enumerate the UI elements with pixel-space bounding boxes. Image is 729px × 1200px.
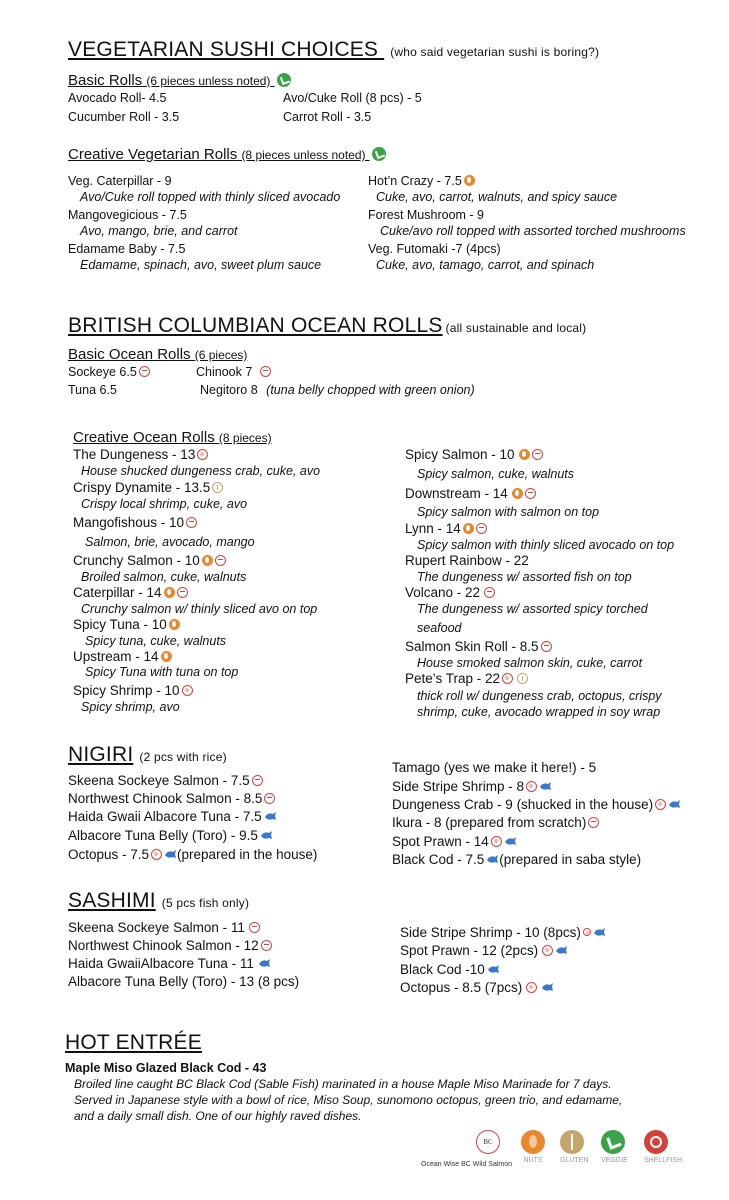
veggie-icon	[601, 1130, 625, 1154]
menu-item: Negitoro 8	[200, 383, 258, 397]
item-description: Cuke, avo, carrot, walnuts, and spicy sauce	[376, 190, 618, 204]
menu-item-row	[405, 639, 552, 654]
ocean-wise-icon	[484, 587, 495, 598]
legend-shellfish	[644, 1130, 682, 1164]
menu-item: Mangofishous - 10	[73, 515, 185, 530]
veg-section-title	[68, 38, 599, 62]
menu-item-row	[405, 585, 495, 600]
fish-icon	[258, 958, 271, 969]
menu-item: Crunchy Salmon - 10	[73, 553, 200, 568]
menu-item-row	[400, 925, 606, 940]
shellfish-icon	[491, 836, 502, 847]
legend-ocean-wise	[476, 1130, 500, 1154]
menu-item-row	[68, 809, 277, 824]
menu-item: Tamago (yes we make it here!) - 5	[392, 760, 597, 775]
ocean-wise-icon	[249, 922, 260, 933]
menu-item: Albacore Tuna Belly (Toro) - 13 (8 pcs)	[68, 974, 300, 989]
item-description: Salmon, brie, avocado, mango	[85, 535, 255, 549]
item-description: Crunchy salmon w/ thinly sliced avo on top	[81, 602, 318, 616]
menu-item: Skeena Sockeye Salmon - 11	[68, 920, 245, 935]
legend-label: VEGGIE	[601, 1157, 628, 1164]
item-description: Avo/Cuke roll topped with thinly sliced avocado	[80, 190, 341, 204]
ocean-wise-icon	[476, 523, 487, 534]
menu-item: Tuna 6.5	[68, 383, 117, 397]
gluten-icon	[212, 482, 223, 493]
fish-icon	[593, 927, 606, 938]
nut-icon	[521, 1130, 545, 1154]
nut-icon	[519, 449, 530, 460]
fish-icon	[486, 854, 499, 865]
menu-item-row	[405, 447, 543, 462]
veg-basic-heading	[68, 72, 291, 89]
nut-icon	[464, 175, 475, 186]
menu-item-row	[68, 956, 271, 971]
hot-dish-desc-line: and a daily small dish. One of our highly raved dishes.	[74, 1109, 362, 1123]
menu-item: Octopus - 7.5	[68, 847, 150, 862]
ocean-wise-icon	[215, 555, 226, 566]
item-description: House shucked dungeness crab, cuke, avo	[81, 464, 321, 478]
nut-icon	[202, 555, 213, 566]
menu-item-row	[68, 828, 273, 843]
menu-item: Octopus - 8.5 (7pcs)	[400, 980, 523, 995]
bc-creative-heading	[73, 429, 272, 446]
shellfish-icon	[502, 673, 513, 684]
fish-icon	[264, 811, 277, 822]
menu-item-row	[405, 521, 487, 536]
fish-icon	[555, 945, 568, 956]
legend-nuts	[521, 1130, 545, 1164]
item-description-cont: seafood	[417, 621, 462, 635]
menu-item-row	[392, 815, 599, 830]
legend-label: GLUTEN	[560, 1157, 589, 1164]
item-description: Cuke, avo, tamago, carrot, and spinach	[376, 258, 595, 272]
menu-item: Northwest Chinook Salmon - 8.5	[68, 791, 263, 806]
menu-item: Sockeye 6.5	[68, 365, 137, 379]
menu-item-row	[68, 365, 150, 379]
menu-item-row	[405, 486, 536, 501]
legend-label: NUTS	[523, 1157, 543, 1164]
item-note: (prepared in saba style)	[499, 852, 642, 867]
ocean-wise-icon	[264, 793, 275, 804]
ocean-wise-icon	[186, 517, 197, 528]
menu-item: Spicy Shrimp - 10	[73, 683, 180, 698]
menu-item-row	[200, 383, 475, 397]
menu-item: Edamame Baby - 7.5	[68, 242, 186, 256]
menu-item: Avocado Roll- 4.5	[68, 91, 167, 105]
ocean-wise-icon	[541, 641, 552, 652]
menu-item: Side Stripe Shrimp - 10 (8pcs)	[400, 925, 581, 940]
shellfish-icon	[542, 945, 553, 956]
item-note: (prepared in the house)	[177, 847, 318, 862]
menu-item: Black Cod -10	[400, 962, 485, 977]
item-description: Spicy shrimp, avo	[81, 700, 180, 714]
item-description: Spicy tuna, cuke, walnuts	[85, 634, 227, 648]
item-description: Edamame, spinach, avo, sweet plum sauce	[80, 258, 322, 272]
menu-item: Carrot Roll - 3.5	[283, 110, 372, 124]
menu-item: Cucumber Roll - 3.5	[68, 110, 180, 124]
hot-dish-desc-line: Served in Japanese style with a bowl of rice, Miso Soup, sunomono octopus, green trio, and edamame,	[74, 1093, 623, 1107]
bc-basic-heading	[68, 346, 247, 363]
shellfish-icon	[151, 849, 162, 860]
menu-item: Downstream - 14	[405, 486, 508, 501]
bc-creative-title: Creative Ocean Rolls	[73, 429, 215, 446]
bc-basic-title: Basic Ocean Rolls	[68, 346, 191, 363]
fish-icon	[260, 830, 273, 841]
fish-icon	[539, 781, 552, 792]
ocean-wise-icon	[588, 817, 599, 828]
menu-item: Rupert Rainbow - 22	[405, 553, 529, 568]
legend-gluten	[560, 1130, 588, 1164]
menu-item: Dungeness Crab - 9 (shucked in the house)	[392, 797, 654, 812]
menu-item: Avo/Cuke Roll (8 pcs) - 5	[283, 91, 422, 105]
menu-item: Spot Prawn - 14	[392, 834, 489, 849]
menu-item-row	[73, 649, 172, 664]
menu-item-row	[196, 365, 271, 379]
veg-creative-note: (8 pieces unless noted)	[241, 148, 366, 162]
nigiri-section-title	[68, 743, 227, 767]
shellfish-icon	[644, 1130, 668, 1154]
bc-section-title	[68, 314, 586, 338]
bc-title-text: BRITISH COLUMBIAN OCEAN ROLLS	[68, 314, 443, 337]
ocean-wise-icon	[139, 366, 150, 377]
item-description: Spicy salmon, cuke, walnuts	[417, 467, 575, 481]
item-description: Crispy local shrimp, cuke, avo	[81, 497, 248, 511]
ocean-wise-icon	[260, 366, 271, 377]
veg-basic-note: (6 pieces unless noted)	[146, 74, 271, 88]
menu-item: Spicy Tuna - 10	[73, 617, 167, 632]
sashimi-section-title	[68, 889, 249, 913]
menu-item-row	[68, 847, 317, 862]
hot-dish-desc-line: Broiled line caught BC Black Cod (Sable Fish) marinated in a house Maple Miso Marinade for 7 days.	[74, 1077, 612, 1091]
nut-icon	[169, 619, 180, 630]
menu-item: Northwest Chinook Salmon - 12	[68, 938, 259, 953]
shellfish-icon	[655, 799, 666, 810]
menu-item: Pete’s Trap - 22	[405, 671, 501, 686]
veg-title-text: VEGETARIAN SUSHI CHOICES	[68, 38, 379, 61]
menu-item-row	[73, 515, 197, 530]
menu-item: Upstream - 14	[73, 649, 159, 664]
fish-icon	[668, 799, 681, 810]
menu-item: Crispy Dynamite - 13.5	[73, 480, 211, 495]
legend-label: SHELLFISH	[644, 1157, 683, 1164]
fish-icon	[164, 849, 177, 860]
menu-item-row	[392, 779, 552, 794]
menu-item-row	[400, 943, 568, 958]
menu-item-row	[68, 791, 275, 806]
menu-item: Forest Mushroom - 9	[368, 208, 485, 222]
bc-subtitle: (all sustainable and local)	[445, 321, 587, 335]
menu-item-row	[73, 480, 223, 495]
menu-item: The Dungeness - 13	[73, 447, 196, 462]
ocean-wise-icon	[532, 449, 543, 460]
item-description: Cuke/avo roll topped with assorted torched mushrooms	[380, 224, 686, 238]
nut-icon	[463, 523, 474, 534]
item-description: (tuna belly chopped with green onion)	[266, 383, 475, 397]
menu-item-row	[73, 683, 193, 698]
fish-icon	[504, 836, 517, 847]
menu-item: Volcano - 22	[405, 585, 481, 600]
badge-text: BC	[483, 1138, 493, 1146]
hot-dish-name: Maple Miso Glazed Black Cod - 43	[65, 1061, 267, 1075]
menu-item-row	[73, 553, 226, 568]
item-description: The dungeness w/ assorted spicy torched	[417, 602, 648, 616]
menu-item: Haida Gwaii Albacore Tuna - 7.5	[68, 809, 262, 824]
bc-creative-note: (8 pieces)	[218, 431, 272, 445]
nut-icon	[164, 587, 175, 598]
menu-item: Lynn - 14	[405, 521, 461, 536]
shellfish-icon	[197, 449, 208, 460]
item-description: thick roll w/ dungeness crab, octopus, crispy	[417, 689, 662, 703]
ocean-wise-icon	[261, 940, 272, 951]
shellfish-icon	[182, 685, 193, 696]
menu-item: Veg. Caterpillar - 9	[68, 174, 172, 188]
ocean-wise-icon	[252, 775, 263, 786]
veg-subtitle: (who said vegetarian sushi is boring?)	[390, 45, 600, 59]
gluten-icon	[560, 1130, 584, 1154]
menu-item-row	[400, 980, 554, 995]
shellfish-icon	[583, 928, 591, 936]
veggie-icon	[372, 147, 386, 161]
menu-item-row	[368, 174, 475, 188]
nut-icon	[512, 488, 523, 499]
fish-icon	[541, 982, 554, 993]
menu-item-row	[73, 617, 180, 632]
menu-item-row	[405, 671, 528, 686]
menu-item-row	[392, 852, 641, 867]
menu-item-row	[68, 938, 272, 953]
nut-icon	[161, 651, 172, 662]
item-description: Broiled salmon, cuke, walnuts	[81, 570, 247, 584]
menu-item: Chinook 7	[196, 365, 253, 379]
veg-basic-title: Basic Rolls	[68, 72, 143, 89]
menu-item: Veg. Futomaki -7 (4pcs)	[368, 242, 501, 256]
shellfish-icon	[526, 982, 537, 993]
item-description-cont: shrimp, cuke, avocado wrapped in soy wrap	[417, 705, 661, 719]
veg-creative-title: Creative Vegetarian Rolls	[68, 146, 238, 163]
item-description: Spicy salmon with salmon on top	[417, 505, 600, 519]
nigiri-title-text: NIGIRI	[68, 743, 134, 766]
menu-item: Haida GwaiiAlbacore Tuna - 11	[68, 956, 254, 971]
menu-item: Ikura - 8 (prepared from scratch)	[392, 815, 587, 830]
legend-veggie	[601, 1130, 628, 1164]
menu-item-row	[73, 585, 188, 600]
shellfish-icon	[526, 781, 537, 792]
menu-item-row	[68, 773, 263, 788]
sashimi-subtitle: (5 pcs fish only)	[161, 896, 250, 910]
veggie-icon	[277, 73, 291, 87]
veg-creative-heading	[68, 146, 386, 163]
menu-item: Skeena Sockeye Salmon - 7.5	[68, 773, 250, 788]
menu-item: Spot Prawn - 12 (2pcs)	[400, 943, 539, 958]
menu-item: Side Stripe Shrimp - 8	[392, 779, 525, 794]
item-description: House smoked salmon skin, cuke, carrot	[417, 656, 643, 670]
fish-icon	[487, 964, 500, 975]
ocean-wise-badge-icon	[476, 1130, 500, 1154]
gluten-icon	[517, 673, 528, 684]
sashimi-title-text: SASHIMI	[68, 889, 156, 912]
menu-item: Albacore Tuna Belly (Toro) - 9.5	[68, 828, 258, 843]
menu-item: Black Cod - 7.5	[392, 852, 485, 867]
menu-item: Hot’n Crazy - 7.5	[368, 174, 462, 188]
menu-item: Mangovegicious - 7.5	[68, 208, 187, 222]
item-description: The dungeness w/ assorted fish on top	[417, 570, 632, 584]
ocean-wise-icon	[177, 587, 188, 598]
item-description: Avo, mango, brie, and carrot	[80, 224, 238, 238]
menu-item: Salmon Skin Roll - 8.5	[405, 639, 539, 654]
bc-basic-note: (6 pieces)	[194, 348, 248, 362]
item-description: Spicy salmon with thinly sliced avocado on top	[417, 538, 675, 552]
nigiri-subtitle: (2 pcs with rice)	[139, 750, 227, 764]
menu-item-row	[392, 834, 517, 849]
menu-item-row	[392, 797, 681, 812]
legend-caption: Ocean Wise BC Wild Salmon	[421, 1161, 513, 1168]
item-description: Spicy Tuna with tuna on top	[85, 665, 239, 679]
menu-item: Spicy Salmon - 10	[405, 447, 515, 462]
menu-item-row	[73, 447, 208, 462]
menu-item-row	[400, 962, 500, 977]
hot-section-title: HOT ENTRÉE	[65, 1031, 202, 1054]
menu-item: Caterpillar - 14	[73, 585, 162, 600]
ocean-wise-icon	[525, 488, 536, 499]
menu-item-row	[68, 920, 260, 935]
